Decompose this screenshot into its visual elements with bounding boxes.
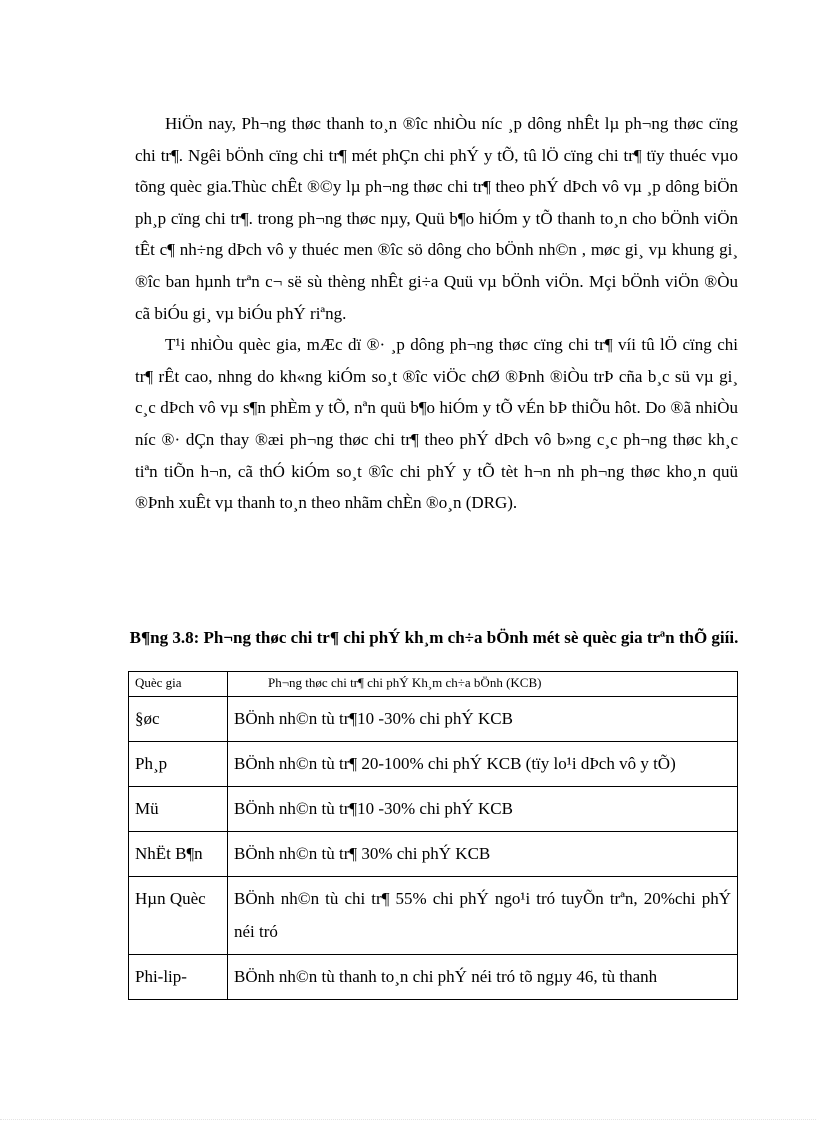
cell-country: NhËt B¶n (129, 832, 228, 877)
cell-method: BÖnh nh©n tù chi tr¶ 55% chi phÝ ngo¹i tró tuyÕn trªn, 20%chi phÝ néi tró (228, 877, 738, 955)
cell-country: Phi-lip- (129, 955, 228, 1000)
cell-country: Mü (129, 787, 228, 832)
cell-method: BÖnh nh©n tù tr¶10 -30% chi phÝ KCB (228, 787, 738, 832)
cell-method: BÖnh nh©n tù tr¶10 -30% chi phÝ KCB (228, 697, 738, 742)
cell-country: Ph¸p (129, 742, 228, 787)
table-row (129, 787, 738, 832)
table-row (129, 877, 738, 955)
table-row (129, 955, 738, 1000)
header-country: Quèc gia (129, 672, 228, 697)
cell-method: BÖnh nh©n tù tr¶ 30% chi phÝ KCB (228, 832, 738, 877)
paragraph-payment-methods: HiÖn nay, Ph¬ng thøc thanh to¸n ®îc nhiÒu níc ¸p dông nhÊt lµ ph¬ng thøc cïng chi tr¶. Ngêi bÖnh cïng chi tr¶ mét phÇn chi phÝ y tÕ, tû lÖ cïng chi tr¶ tïy thuéc vµo tõng quèc gia.Thùc chÊt ®©y lµ ph¬ng thøc chi tr¶ theo phÝ dÞch vô vµ ¸p dông biÖn ph¸p cïng chi tr¶. trong ph¬ng thøc nµy, Quü b¶o hiÓm y tÕ thanh to¸n cho bÖnh viÖn tÊt c¶ nh÷ng dÞch vô y thuéc men ®îc sö dông cho bÖnh nh©n , møc gi¸ vµ khung gi¸ ®îc ban hµnh trªn c¬ së sù thèng nhÊt gi÷a Quü vµ bÖnh viÖn. Mçi bÖnh viÖn ®Òu cã biÓu gi¸ vµ biÓu phÝ riªng. (135, 114, 738, 323)
header-payment-method: Ph¬ng thøc chi tr¶ chi phÝ Kh¸m ch÷a bÖnh (KCB) (228, 672, 738, 697)
payment-methods-table (128, 671, 738, 1000)
paragraph-cost-sharing: T¹i nhiÒu quèc gia, mÆc dï ®· ¸p dông ph¬ng thøc cïng chi tr¶ víi tû lÖ cïng chi tr¶ rÊt cao, nhng do kh«ng kiÓm so¸t ®îc viÖc chØ ®Þnh ®iÒu trÞ cña b¸c sü vµ gi¸ c¸c dÞch vô vµ s¶n phÈm y tÕ, nªn quü b¶o hiÓm y tÕ vÉn bÞ thiÕu hôt. Do ®ã nhiÒu níc ®· dÇn thay ®æi ph¬ng thøc chi tr¶ theo phÝ dÞch vô b»ng c¸c ph¬ng thøc kh¸c tiªn tiÕn h¬n, cã thÓ kiÓm so¸t ®îc chi phÝ y tÕ tèt h¬n nh ph¬ng thøc kho¸n quü ®Þnh xuÊt vµ thanh to¸n theo nhãm chÈn ®o¸n (DRG). (135, 335, 738, 513)
body-text (135, 108, 738, 519)
cell-method: BÖnh nh©n tù tr¶ 20-100% chi phÝ KCB (tïy lo¹i dÞch vô y tÕ) (228, 742, 738, 787)
table-row (129, 742, 738, 787)
cell-country: Hµn Quèc (129, 877, 228, 955)
table-row (129, 697, 738, 742)
table-header-row (129, 672, 738, 697)
cell-country: §øc (129, 697, 228, 742)
table-caption: B¶ng 3.8: Ph¬ng thøc chi tr¶ chi phÝ kh¸m ch÷a bÖnh mét sè quèc gia trªn thÕ giíi. (129, 628, 739, 647)
table-row (129, 832, 738, 877)
page-bottom-divider (0, 1119, 816, 1120)
cell-method: BÖnh nh©n tù thanh to¸n chi phÝ néi tró tõ ngµy 46, tù thanh (228, 955, 738, 1000)
